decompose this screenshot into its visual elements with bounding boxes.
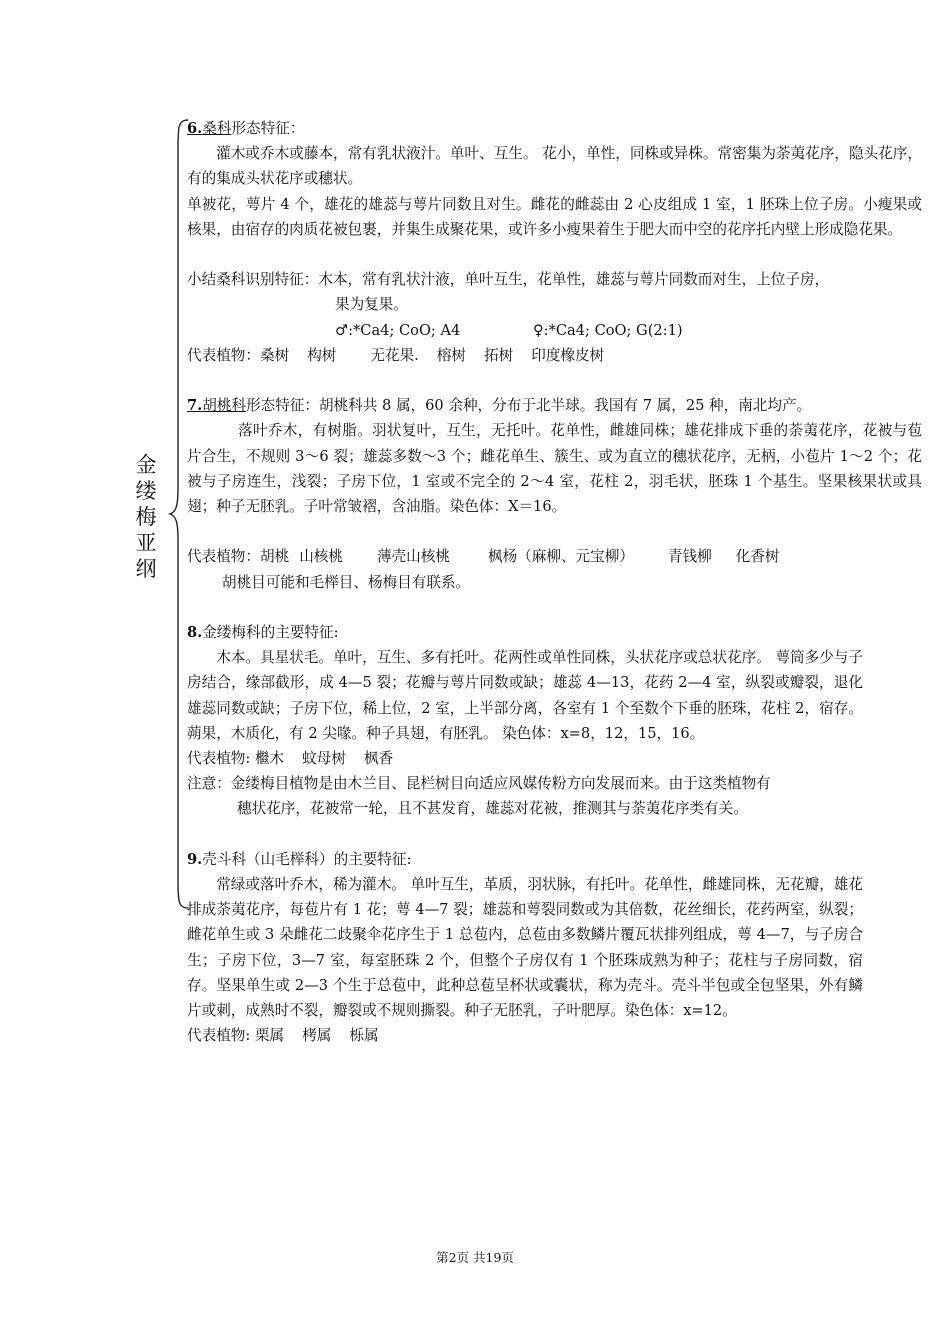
section-9-paragraph-1: 常绿或落叶乔木，稀为灌木。 单叶互生，革质，羽状脉，有托叶。花单性，雌雄同株，无花瓣，雄花排成荼荑花序，每苞片有 1 花；萼 4—7 裂；雄蕊和萼裂同数或为其倍数，花丝细长，花药两室，纵裂；雌花单生或 3 朵雌花二歧聚伞花序生于 1 总苞内，总苞由多数鳞片覆瓦状排列组成，萼 4—7，与子房合生；子房下位，3—7 室，每室胚珠 2 个，但整个子房仅有 1 个胚珠成熟为种子；花柱与子房同数，宿存。坚果单生或 2—3 个生于总苞中，此种总苞呈杯状或囊状，称为壳斗。壳斗半包或全包坚果，外有鳞片或刺，成熟时不裂，瓣裂或不规则撕裂。种子无胚乳，子叶肥厚。染色体：x=12。 (187, 876, 863, 1020)
plant-name: 栎属 (349, 1027, 379, 1045)
section-7-note: 胡桃目可能和毛榉目、杨梅目有联系。 (222, 573, 471, 591)
reps-label: 代表植物: (187, 1027, 255, 1045)
subclass-char: 缕 (135, 479, 157, 503)
section-9-heading (187, 847, 922, 872)
section-8-heading (187, 620, 922, 645)
plant-name: 化香树 (735, 548, 780, 566)
section-8-note (187, 771, 922, 796)
section-7-heading (187, 393, 922, 418)
section-6-heading (187, 116, 922, 141)
subclass-label (133, 452, 159, 582)
family-name: 胡桃科 (202, 397, 247, 415)
main-content (187, 116, 922, 1048)
section-number: 7. (187, 397, 203, 415)
page-footer: 第2页 共19页 (436, 1250, 514, 1265)
plant-name: 枫香 (363, 750, 394, 768)
plant-name: 蚊母树 (302, 750, 346, 768)
subclass-char: 梅 (135, 505, 157, 529)
section-6-summary: 小结桑科识别特征：木本，常有乳状汁液，单叶互生，花单性，雄蕊与萼片同数而对生，上位子房， (187, 271, 830, 289)
note-label: 注意： (187, 775, 231, 793)
section-9-representatives (187, 1023, 922, 1048)
plant-name: 山核桃 (299, 548, 343, 566)
reps-label: 代表植物: (187, 750, 255, 768)
subclass-char: 纲 (135, 557, 157, 581)
male-formula: ♂:*Ca4; CoO; A4 (335, 321, 461, 339)
plant-name: 枫杨（麻柳、元宝柳） (487, 548, 634, 566)
reps-label: 代表植物： (187, 548, 260, 566)
section-6-summary-cont: 果为复果。 (335, 296, 408, 314)
reps-label: 代表植物： (187, 346, 260, 364)
plant-name: 栗属 (254, 1027, 285, 1045)
section-number: 6. (187, 120, 203, 137)
section-7-representatives (187, 544, 922, 569)
heading-text: 金缕梅科的主要特征: (202, 624, 339, 641)
plant-name: 青钱柳 (667, 548, 712, 566)
plant-name: 桑树 (259, 346, 290, 364)
heading-text: 形态特征： (231, 120, 305, 137)
section-8-representatives (187, 746, 922, 771)
section-6-paragraph-1: 灌木或乔木或藤本，常有乳状液汁。单叶、互生。 花小，单性，同株或异株。常密集为荼荑花序，隐头花序，有的集成头状花序或穗状。 (187, 145, 922, 188)
section-8-paragraph-1: 木本。具星状毛。单叶，互生、多有托叶。花两性或单性同株，头状花序或总状花序。 萼筒多少与子房结合，缘部截形，成 4—5 裂；花瓣与萼片同数或缺；雄蕊 4—13，花药 2—4 室，纵裂或瓣裂，退化雄蕊同数或缺；子房下位，稀上位，2 室，上半部分离，各室有 1 个至数个下垂的胚珠，花柱 2，宿存。蒴果，木质化，有 2 尖喙。种子具翅，有胚乳。 染色体：x=8，12，15，16。 (187, 649, 863, 742)
section-7-paragraph-1: 落叶乔木，有树脂。羽状复叶，互生，无托叶。花单性，雌雄同株；雄花排成下垂的荼荑花序，花被与苞片合生，不规则 3～6 裂；雄蕊多数～3 个；雌花单生、簇生、或为直立的穗状花序，无柄，小苞片 1～2 个；花被与子房连生，浅裂；子房下位，1 室或不完全的 2～4 室，花柱 2，羽毛状，胚珠 1 个基生。坚果核果状或具翅；种子无胚乳。子叶常皱褶，含油脂。染色体：X＝16。 (187, 422, 922, 516)
section-number: 8. (187, 624, 203, 641)
family-name: 桑科 (202, 120, 232, 137)
plant-name: 无花果. (370, 346, 419, 364)
heading-text: 形态特征：胡桃科共 8 属，60 余种，分布于北半球。我国有 7 属，25 种，南北均产。 (246, 397, 812, 415)
plant-name: 檵木 (254, 750, 285, 768)
section-number: 9. (187, 850, 203, 868)
note-text: 金缕梅目植物是由木兰目、昆栏树目向适应风媒传粉方向发展而来。由于这类植物有 (230, 775, 771, 793)
plant-name: 栲属 (302, 1027, 332, 1045)
heading-text: 壳斗科（山毛榉科）的主要特征: (202, 850, 412, 868)
plant-name: 印度橡皮树 (531, 346, 605, 364)
female-formula: ♀:*Ca4; CoO; G(2:1) (533, 321, 683, 339)
section-6-representatives (187, 343, 922, 368)
section-8-note-cont: 穗状花序，花被常一轮，且不甚发育，雄蕊对花被，推测其与荼荑花序类有关。 (237, 800, 748, 818)
plant-name: 榕树 (436, 346, 467, 364)
plant-name: 薄壳山核桃 (376, 548, 450, 566)
subclass-char: 亚 (135, 531, 157, 555)
section-6-paragraph-2: 单被花，萼片 4 个，雄花的雄蕊与萼片同数且对生。雌花的雌蕊由 2 心皮组成 1 室，1 胚珠上位子房。小瘦果或核果，由宿存的肉质花被包裹，并集生成聚花果，或许多小瘦果着生于肥大而中空的花序托内壁上形成隐花果。 (187, 195, 922, 238)
flower-formulas (187, 318, 922, 343)
plant-name: 拓树 (484, 346, 514, 364)
subclass-char: 金 (135, 453, 157, 477)
plant-name: 构树 (307, 346, 337, 364)
plant-name: 胡桃 (259, 548, 290, 566)
